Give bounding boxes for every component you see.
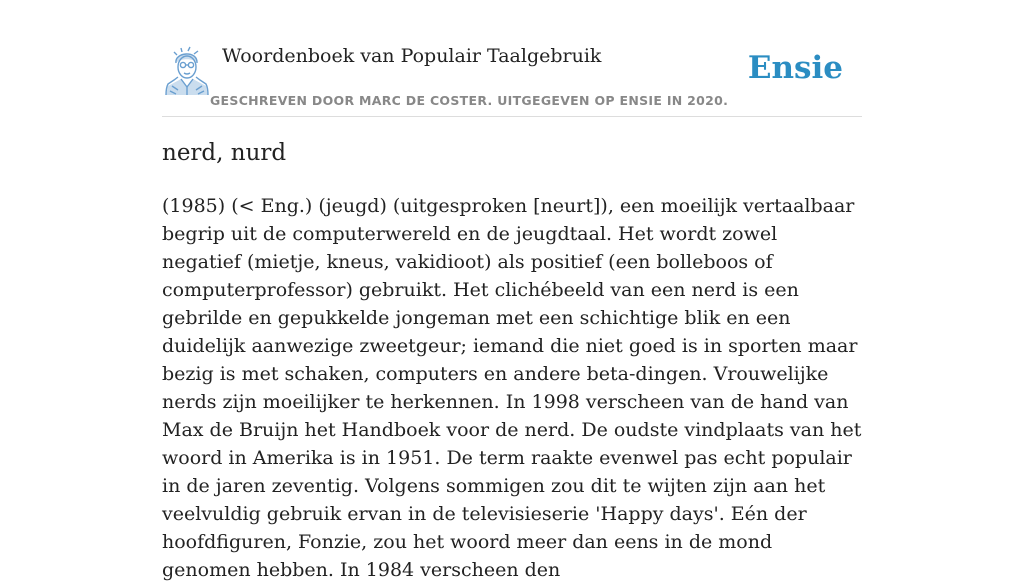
author-portrait-icon[interactable] [164, 46, 210, 96]
author-byline: GESCHREVEN DOOR MARC DE COSTER. UITGEGEVEN OP ENSIE IN 2020. [210, 93, 729, 108]
dictionary-header [162, 0, 862, 117]
dictionary-title[interactable]: Woordenboek van Populair Taalgebruik [222, 45, 602, 67]
page-container [162, 0, 862, 581]
entry-headword: nerd, nurd [162, 140, 287, 166]
entry-definition: (1985) (< Eng.) (jeugd) (uitgesproken [neurt]), een moeilijk vertaalbaar begrip uit de computerwereld en de jeugdtaal. Het wordt zowel negatief (mietje, kneus, vakidioot) als positief (een bolleboos of computerprofessor) gebruikt. Het clichébeeld van een nerd is een gebrilde en gepukkelde jongeman met een schichtige blik en een duidelijk aanwezige zweetgeur; iemand die niet goed is in sporten maar bezig is met schaken, computers en andere beta-dingen. Vrouwelijke nerds zijn moeilijker te herkennen. In 1998 verscheen van de hand van Max de Bruijn het Handboek voor de nerd. De oudste vindplaats van het woord in Amerika is in 1951. De term raakte evenwel pas echt populair in de jaren zeventig. Volgens sommigen zou dit te wijten zijn aan het veelvuldig gebruik ervan in de televisieserie 'Happy days'. Eén der hoofdfiguren, Fonzie, zou het woord meer dan eens in de mond genomen hebben. In 1984 verscheen den [162, 195, 862, 581]
ensie-logo[interactable]: Ensie [747, 50, 843, 86]
